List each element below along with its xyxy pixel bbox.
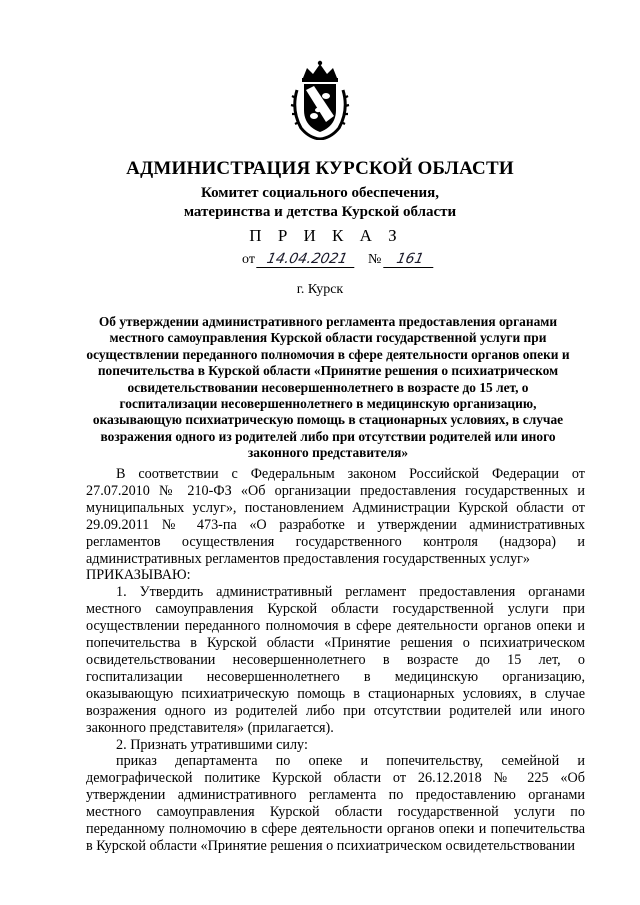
organization-name: АДМИНИСТРАЦИЯ КУРСКОЙ ОБЛАСТИ [126,158,514,179]
committee-name [0,184,640,222]
coat-of-arms-icon [289,60,351,140]
document-type: П Р И К А З [249,226,403,245]
number-label: № [367,252,382,267]
document-heading: Об утверждении административного регламента предоставления органами местного самоуправления Курской области государственной услуги при осуществлении переданного полномочия в сфере деятельности органов опеки и попечительства в Курской области «Принятие решения о психиатрическом освидетельствовании несовершеннолетнего в возрасте до 15 лет, о госпитализации несовершеннолетнего в медицинскую организацию, оказывающую психиатрическую помощь в стационарных условиях, в случае возражения одного из родителей либо при отсутствии родителей или иного законного представителя» [86,314,570,461]
item-2-text-paragraph: приказ департамента по опеке и попечительству, семейной и демографической политике Курской области от 26.12.2018 № 225 «Об утверждении административного регламента по предоставлению органами местного самоуправления Курской области государственной услуги по переданному полномочию в сфере деятельности органов опеки и попечительства в Курской области «Принятие решения о психиатрическом освидетельствовании [86,753,585,854]
item-1-paragraph: 1. Утвердить административный регламент предоставления органами местного самоуправления Курской области государственной услуги при осуществлении переданного полномочия в сфере деятельности органов опеки и попечительства в Курской области «Принятие решения о психиатрическом освидетельствовании несовершеннолетнего в возрасте до 15 лет, о госпитализации несовершеннолетнего в медицинскую организацию, оказывающую психиатрическую помощь в стационарных условиях, в случае возражения одного из родителей либо при отсутствии родителей или иного законного представителя» (прилагается). [86,584,585,736]
item-2-paragraph: 2. Признать утратившими силу: [116,736,308,753]
document-body [86,466,585,855]
intro-paragraph: В соответствии с Федеральным законом Российской Федерации от 27.07.2010 № 210-ФЗ «Об организации предоставления государственных и муниципальных услуг», постановлением Администрации Курской области от 29.09.2011 № 473-па «О разработке и утверждении административных регламентов осуществления государственного контроля (надзора) и административных регламентов предоставления государственных услуг» [86,466,585,567]
order-date-number-line [242,251,435,268]
order-word: ПРИКАЗЫВАЮ: [86,567,191,584]
handwritten-number: 161 [383,251,437,268]
handwritten-date: 14.04.2021 [256,251,358,268]
committee-line-2: материнства и детства Курской области [183,204,457,220]
city: г. Курск [296,282,344,297]
from-label: от [242,252,255,267]
committee-line-1: Комитет социального обеспечения, [200,185,440,201]
